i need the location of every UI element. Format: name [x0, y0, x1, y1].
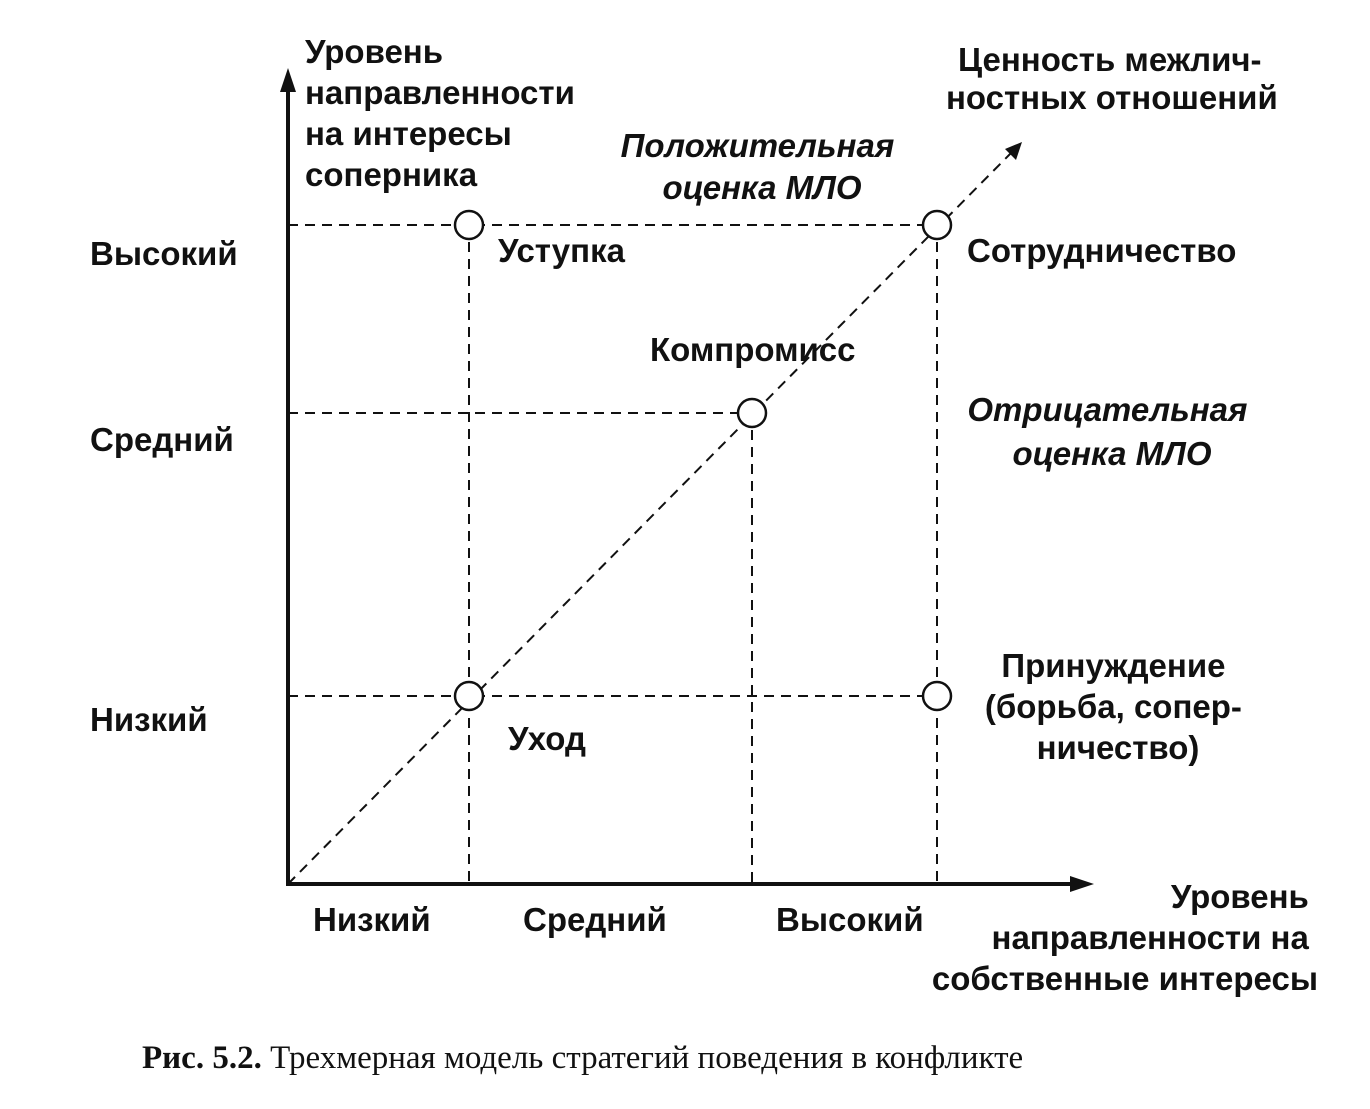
label-coercion: Принуждение (борьба, сопер- ничество) — [984, 647, 1242, 766]
x-axis-arrowhead — [1070, 876, 1094, 892]
node-withdrawal — [455, 682, 483, 710]
label-withdrawal: Уход — [508, 720, 586, 757]
y-axis-title: Уровень направленности на интересы соперника — [305, 33, 575, 193]
diagonal-line — [288, 152, 1012, 884]
figure-caption — [142, 1040, 1023, 1076]
positive-assessment-label: Положительная оценка МЛО — [620, 127, 895, 206]
y-level-high: Высокий — [90, 235, 238, 272]
x-level-medium: Средний — [523, 901, 667, 938]
negative-assessment-label: Отрицательная оценка МЛО — [967, 391, 1248, 472]
node-compromise — [738, 399, 766, 427]
x-axis-title: Уровень направленности на собственные интересы — [931, 878, 1318, 997]
strategy-nodes — [455, 211, 951, 710]
y-level-low: Низкий — [90, 701, 208, 738]
node-concession — [455, 211, 483, 239]
caption-text: Трехмерная модель стратегий поведения в конфликте — [261, 1040, 1024, 1076]
diagonal-axis — [288, 142, 1022, 884]
node-coercion — [923, 682, 951, 710]
y-axis-arrowhead — [280, 68, 296, 92]
label-cooperation: Сотрудничество — [967, 232, 1237, 269]
label-compromise: Компромисс — [650, 331, 856, 368]
x-level-high: Высокий — [776, 901, 924, 938]
label-concession: Уступка — [498, 232, 625, 269]
y-level-medium: Средний — [90, 421, 234, 458]
x-level-low: Низкий — [313, 901, 431, 938]
node-cooperation — [923, 211, 951, 239]
caption-label: Рис. 5.2. — [142, 1040, 262, 1076]
diagonal-axis-title: Ценность межлич- ностных отношений — [946, 41, 1278, 116]
